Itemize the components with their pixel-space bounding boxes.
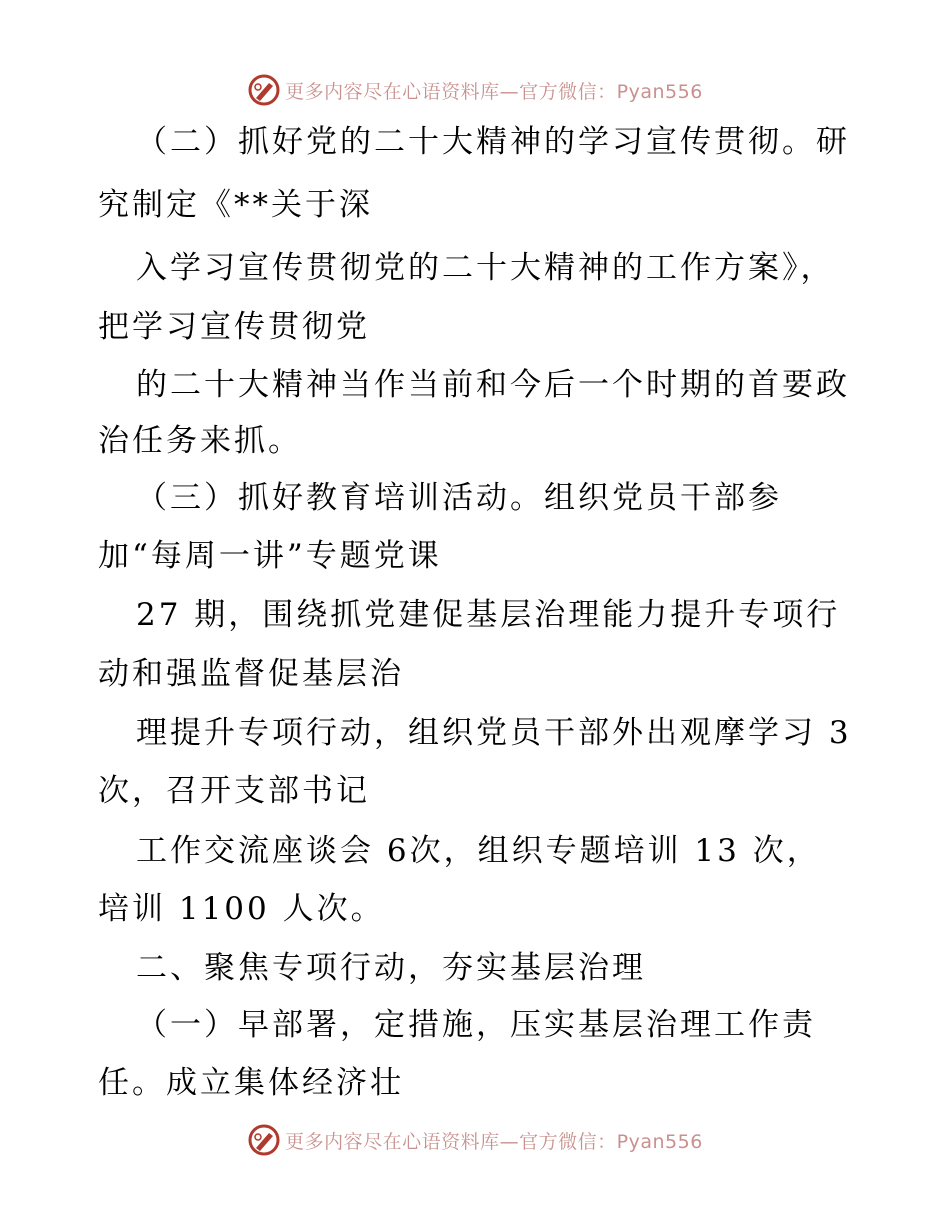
section-heading: 二、聚焦专项行动，夯实基层治理	[136, 950, 646, 986]
pen-logo-icon	[247, 1123, 281, 1157]
paragraph-line: 次，召开支部书记	[98, 773, 370, 809]
paragraph-line: 理提升专项行动，组织党员干部外出观摩学习 3	[136, 715, 852, 751]
footer-watermark	[0, 1120, 950, 1160]
paragraph-line: 究制定《**关于深	[98, 187, 373, 223]
header-watermark	[0, 70, 950, 110]
paragraph-line: 加“每周一讲”专题党课	[98, 538, 442, 574]
paragraph-line: 任。成立集体经济壮	[98, 1065, 404, 1101]
paragraph-line: 培训 1100 人次。	[98, 891, 385, 927]
paragraph-line: 把学习宣传贯彻党	[98, 309, 370, 345]
paragraph-line: （一）早部署，定措施，压实基层治理工作责	[136, 1007, 816, 1043]
watermark-text: 更多内容尽在心语资料库—官方微信：Pyan556	[285, 80, 703, 103]
paragraph-line: （二）抓好党的二十大精神的学习宣传贯彻。研	[136, 124, 850, 160]
paragraph-line: 工作交流座谈会 6次，组织专题培训 13 次，	[136, 833, 821, 869]
paragraph-line: 27 期，围绕抓党建促基层治理能力提升专项行	[136, 597, 841, 633]
paragraph-line: 动和强监督促基层治	[98, 656, 404, 692]
pen-logo-icon	[247, 73, 281, 107]
paragraph-line: （三）抓好教育培训活动。组织党员干部参	[136, 480, 782, 516]
paragraph-line: 入学习宣传贯彻党的二十大精神的工作方案》，	[136, 250, 835, 286]
paragraph-line: 治任务来抓。	[98, 423, 302, 459]
watermark-text: 更多内容尽在心语资料库—官方微信：Pyan556	[285, 1130, 703, 1153]
paragraph-line: 的二十大精神当作当前和今后一个时期的首要政	[136, 367, 850, 403]
